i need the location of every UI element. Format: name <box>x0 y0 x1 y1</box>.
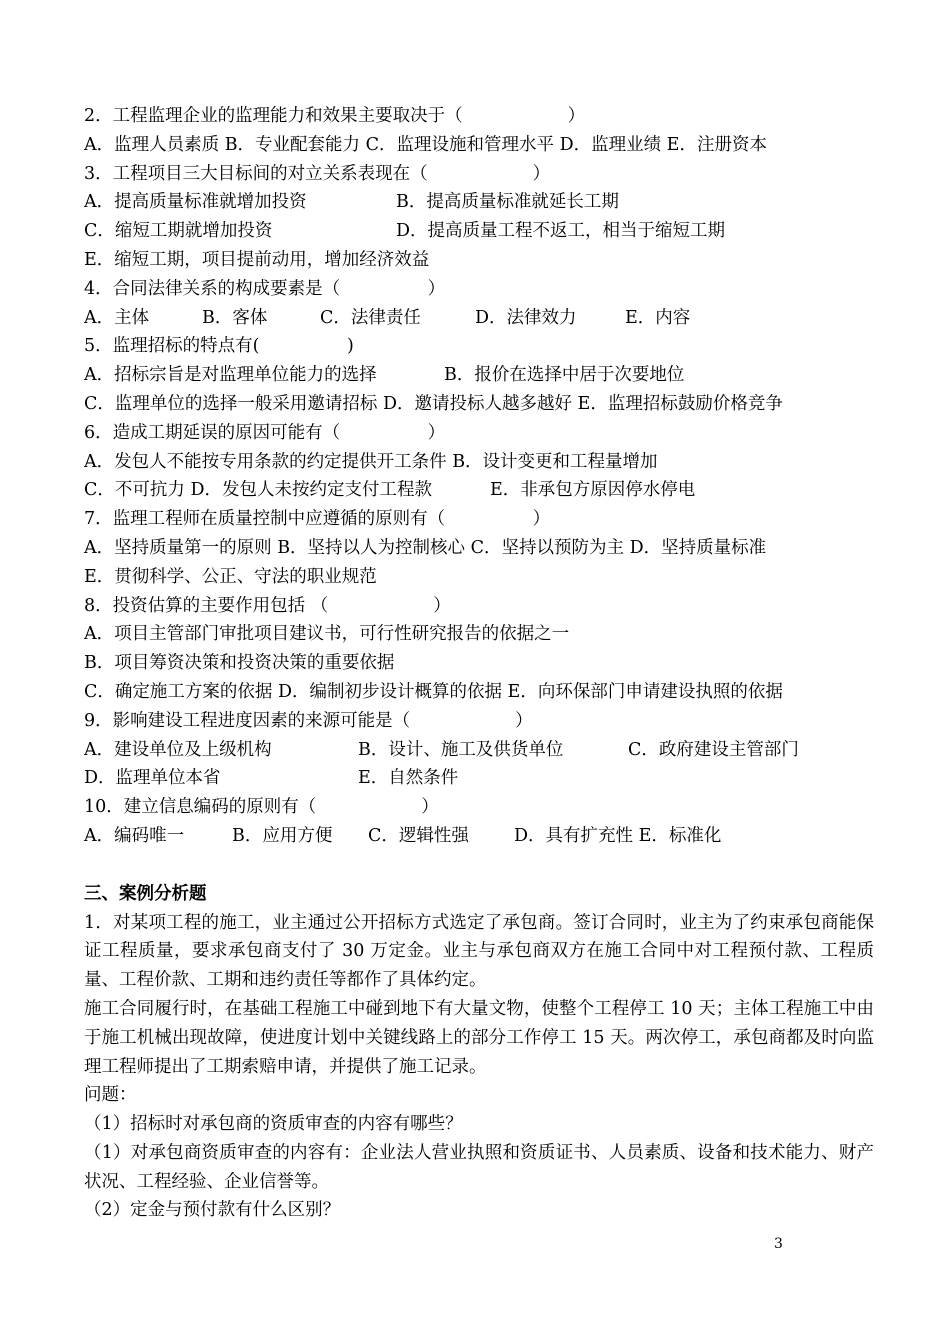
q6-option-e: E．非承包方原因停水停电 <box>490 480 696 501</box>
q6-stem: 6．造成工期延误的原因可能有（ ） <box>84 422 446 443</box>
q9-stem: 9．影响建设工程进度因素的来源可能是（ ） <box>84 710 533 731</box>
case1-paragraph-1: 1．对某项工程的施工，业主通过公开招标方式选定了承包商。签订合同时，业主为了约束承包商能保证工程质量，要求承包商支付了 30 万定金。业主与承包商双方在施工合同中对工程预付款、工程质量、工程价款、工期和违约责任等都作了具体约定。 <box>84 912 874 991</box>
page-number: 3 <box>774 1236 783 1252</box>
q10-option-de: D．具有扩充性 E．标准化 <box>514 825 722 846</box>
section-spacer <box>84 851 874 880</box>
q9-option-d: D．监理单位本省 <box>84 768 221 789</box>
case1-answer-1: （1）对承包商资质审查的内容有：企业法人营业执照和资质证书、人员素质、设备和技术能力、财产状况、工程经验、企业信誉等。 <box>84 1142 874 1192</box>
q8-option-a: A．项目主管部门审批项目建议书，可行性研究报告的依据之一 <box>84 624 570 645</box>
q8-option-b: B．项目筹资决策和投资决策的重要依据 <box>84 653 395 674</box>
q3-option-d: D．提高质量工程不返工，相当于缩短工期 <box>396 221 726 242</box>
section3-heading: 三、案例分析题 <box>84 883 207 904</box>
q10-option-c: C．逻辑性强 <box>368 825 469 846</box>
q6-options-row1: A．发包人不能按专用条款的约定提供开工条件 B．设计变更和工程量增加 <box>84 451 658 472</box>
q4-stem: 4．合同法律关系的构成要素是（ ） <box>84 278 446 299</box>
q4-option-d: D．法律效力 <box>475 307 577 328</box>
case1-question-label: 问题： <box>84 1085 137 1106</box>
q4-options <box>84 304 874 333</box>
case1-question-2: （2）定金与预付款有什么区别？ <box>84 1200 341 1221</box>
q10-options <box>84 822 874 851</box>
q5-stem: 5．监理招标的特点有( ) <box>84 336 354 357</box>
q5-option-b: B．报价在选择中居于次要地位 <box>444 365 685 386</box>
q9-option-e: E．自然条件 <box>358 768 459 789</box>
q5-options-row2: C．监理单位的选择一般采用邀请招标 D．邀请投标人越多越好 E．监理招标鼓励价格竞争 <box>84 393 783 414</box>
q3-stem: 3．工程项目三大目标间的对立关系表现在（ ） <box>84 163 551 184</box>
q9-option-a: A．建设单位及上级机构 <box>84 739 272 760</box>
q4-option-a: A．主体 <box>84 307 150 328</box>
q2-options: A．监理人员素质 B．专业配套能力 C．监理设施和管理水平 D．监理业绩 E．注册资本 <box>84 134 767 155</box>
q7-option-e: E．贯彻科学、公正、守法的职业规范 <box>84 566 377 587</box>
q3-option-a: A．提高质量标准就增加投资 <box>84 192 307 213</box>
q3-options-row1 <box>84 188 874 217</box>
q3-option-e: E．缩短工期，项目提前动用，增加经济效益 <box>84 249 430 270</box>
q3-option-c: C．缩短工期就增加投资 <box>84 221 273 242</box>
q10-option-a: A．编码唯一 <box>84 825 185 846</box>
q9-option-c: C．政府建设主管部门 <box>628 739 799 760</box>
q6-options-row2 <box>84 476 874 505</box>
case1-question-1: （1）招标时对承包商的资质审查的内容有哪些？ <box>84 1114 463 1135</box>
q9-options-row2 <box>84 764 874 793</box>
case1-paragraph-2: 施工合同履行时，在基础工程施工中碰到地下有大量文物，使整个工程停工 10 天；主体工程施工中由于施工机械出现故障，使进度计划中关键线路上的部分工作停工 15 天。两次停工，承包商都及时向监理工程师提出了工期索赔申请，并提供了施工记录。 <box>84 998 874 1077</box>
q7-stem: 7．监理工程师在质量控制中应遵循的原则有（ ） <box>84 509 551 530</box>
q3-option-b: B．提高质量标准就延长工期 <box>396 192 619 213</box>
q8-stem: 8．投资估算的主要作用包括 （ ） <box>84 595 451 616</box>
q3-options-row2 <box>84 217 874 246</box>
q4-option-c: C．法律责任 <box>320 307 421 328</box>
document-body <box>84 102 874 1225</box>
q4-option-e: E．内容 <box>625 307 691 328</box>
q5-options-row1 <box>84 361 874 390</box>
q2-stem: 2．工程监理企业的监理能力和效果主要取决于（ ） <box>84 106 586 126</box>
q4-option-b: B．客体 <box>202 307 268 328</box>
q5-option-a: A．招标宗旨是对监理单位能力的选择 <box>84 365 377 386</box>
q10-option-b: B．应用方便 <box>232 825 333 846</box>
q7-options-row1: A．坚持质量第一的原则 B．坚持以人为控制核心 C．坚持以预防为主 D．坚持质量标准 <box>84 537 767 558</box>
q8-options-cde: C．确定施工方案的依据 D．编制初步设计概算的依据 E．向环保部门申请建设执照的依据 <box>84 681 783 702</box>
q9-option-b: B．设计、施工及供货单位 <box>358 739 564 760</box>
q9-options-row1 <box>84 736 874 765</box>
q10-stem: 10．建立信息编码的原则有（ ） <box>84 797 439 818</box>
q6-option-cd: C．不可抗力 D．发包人未按约定支付工程款 <box>84 480 432 501</box>
